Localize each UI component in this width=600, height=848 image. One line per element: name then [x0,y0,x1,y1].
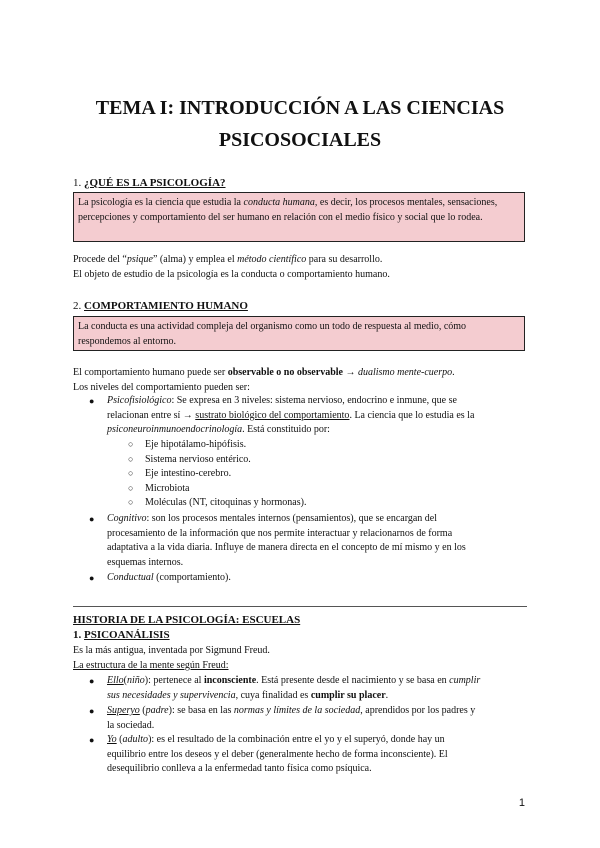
sub-item: Moléculas (NT, citoquinas y hormonas). [145,497,307,508]
circle-bullet-icon: ○ [128,497,134,507]
circle-bullet-icon: ○ [128,439,134,449]
section-1-heading: 1. ¿QUÉ ES LA PSICOLOGÍA? [73,177,226,189]
bullet-icon: ● [89,514,95,524]
list-item-yo: Yo (adulto): es el resultado de la combinación entre el yo y el superyó, donde hay un equilibrio entre los deseos y el deber (generalmente hecho de forma inconsciente). El desequilibrio conlleva a la enfermedad tanto física como psíquica. [107,734,448,774]
conduct-box: La conducta es una actividad compleja del organismo como un todo de respuesta al medio, cómo respondemos al entorno. [73,316,525,351]
list-item-cognitivo: Cognitivo: son los procesos mentales internos (pensamientos), que se encargan del procesamiento de la información que nos permite interactuar y relacionarnos de forma adaptativa a la vida diaria. Influye de manera directa en el concepto de mí mismo y en los esquemas internos. [107,513,466,568]
bullet-icon: ● [89,735,95,745]
sub-item: Sistema nervioso entérico. [145,454,251,465]
bullet-icon: ● [89,676,95,686]
document-title [0,92,600,156]
paragraph-behaviour: El comportamiento humano puede ser observable o no observable → dualismo mente-cuerpo. Los niveles del comportamiento pueden ser: [73,367,455,393]
bullet-icon: ● [89,573,95,583]
circle-bullet-icon: ○ [128,454,134,464]
bullet-icon: ● [89,396,95,406]
sub-item: Eje hipotálamo-hipófisis. [145,439,247,450]
section-2-heading: 2. COMPORTAMIENTO HUMANO [73,300,248,312]
list-item-psicofisiologico: Psicofisiológico: Se expresa en 3 niveles: sistema nervioso, endocrino e inmune, que se relacionan entre sí → sustrato biológico del comportamiento. La ciencia que lo estudia es la psiconeuroinmunoendocrinología. Está constituido por: [107,395,475,435]
sub-item: Microbiota [145,483,190,494]
psicoanalisis-heading: 1. PSICOANÁLISIS [73,629,170,641]
title-line-1: TEMA I: INTRODUCCIÓN A LAS CIENCIAS [95,97,505,119]
divider [73,606,527,607]
history-heading: HISTORIA DE LA PSICOLOGÍA: ESCUELAS [73,614,301,626]
circle-bullet-icon: ○ [128,483,134,493]
title-line-2: PSICOSOCIALES [218,129,382,151]
circle-bullet-icon: ○ [128,468,134,478]
list-item-conductual: Conductual (comportamiento). [107,572,231,583]
page-number: 1 [518,797,525,809]
definition-box: La psicología es la ciencia que estudia la conducta humana, es decir, los procesos mentales, sensaciones, percepciones y comportamiento del ser humano en relación con el medio físico y social que lo rodea. [73,192,525,242]
list-item-ello: Ello(niño): pertenece al inconsciente. Está presente desde el nacimiento y se basa en cumplir sus necesidades y supervivencia, cuya finalidad es cumplir su placer. [107,675,481,701]
bullet-icon: ● [89,706,95,716]
paragraph-origin: Procede del “psique” (alma) y emplea el método científico para su desarrollo. El objeto de estudio de la psicología es la conducta o comportamiento humano. [73,254,390,280]
sub-item: Eje intestino-cerebro. [145,468,232,479]
paragraph-freud: Es la más antigua, inventada por Sigmund Freud. La estructura de la mente según Freud: [73,645,270,671]
list-item-superyo: Superyo (padre): se basa en las normas y límites de la sociedad, aprendidos por los padres y la sociedad. [107,705,476,731]
